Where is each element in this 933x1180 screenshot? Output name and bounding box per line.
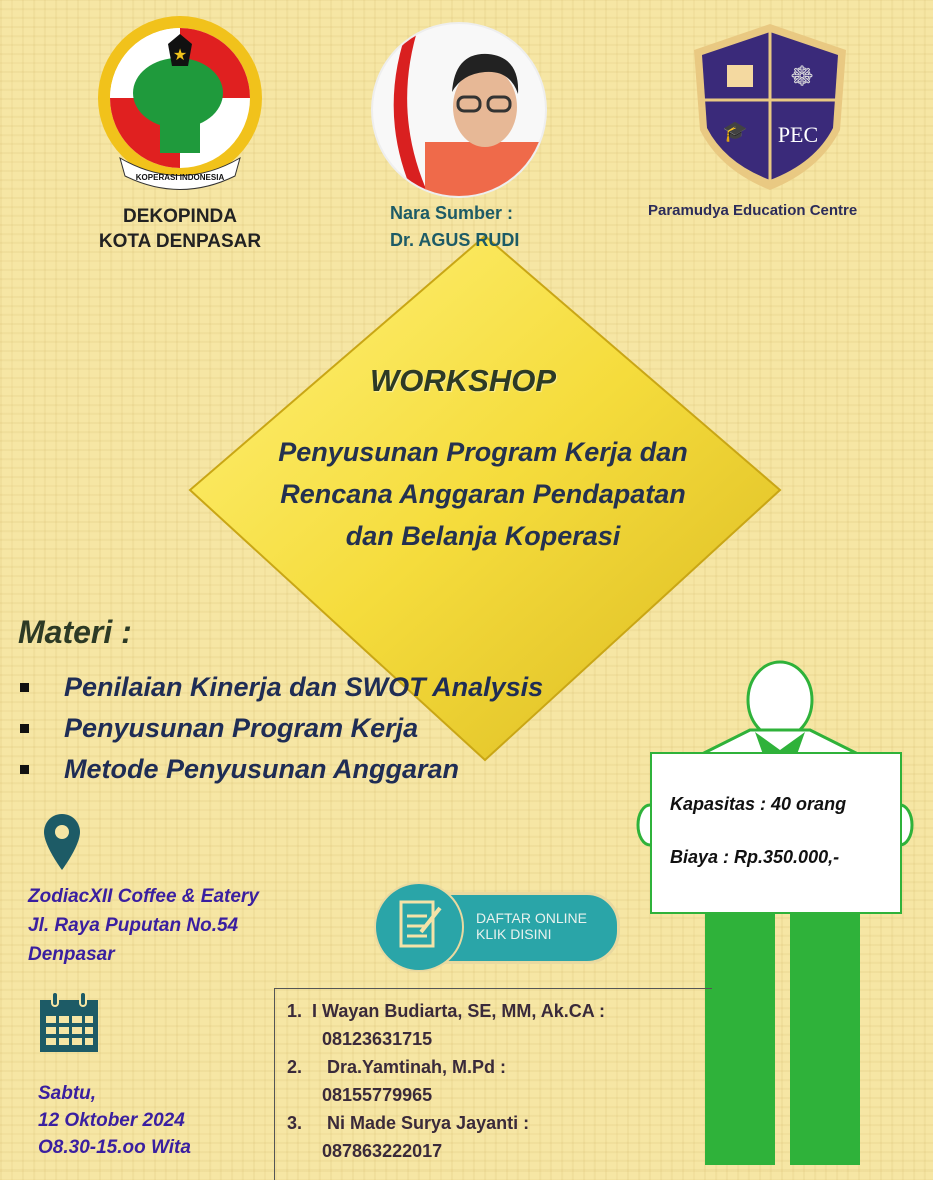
speaker-name: Dr. AGUS RUDI [390, 230, 520, 250]
location-pin-icon [42, 812, 82, 872]
workshop-title: WORKSHOP [370, 363, 556, 398]
list-item: Penyusunan Program Kerja [20, 713, 543, 754]
register-line1: DAFTAR ONLINE [476, 910, 587, 926]
subtitle-line: Penyusunan Program Kerja dan [278, 437, 688, 467]
contact-row: 087863222017 [287, 1141, 443, 1161]
svg-text:PEC: PEC [777, 122, 819, 147]
document-edit-icon [374, 882, 464, 972]
fee-text: Biaya : Rp.350.000,- [670, 847, 840, 867]
contact-row: 1. I Wayan Budiarta, SE, MM, Ak.CA : [287, 1001, 606, 1021]
contact-list [274, 988, 712, 1180]
materi-heading: Materi : [18, 614, 132, 650]
workshop-subtitle [183, 431, 783, 557]
svg-text:KOPERASI INDONESIA: KOPERASI INDONESIA [135, 173, 225, 182]
register-online-button[interactable] [374, 882, 618, 970]
calendar-icon [38, 992, 100, 1054]
contact-row: 08155779965 [287, 1085, 433, 1105]
list-item: Metode Penyusunan Anggaran [20, 754, 543, 795]
svg-text:★: ★ [172, 47, 188, 64]
dekopinda-logo [90, 8, 270, 198]
svg-text:🎓: 🎓 [722, 121, 748, 143]
speaker-photo [370, 22, 548, 198]
capacity-text: Kapasitas : 40 orang [670, 794, 847, 814]
list-item: Penilaian Kinerja dan SWOT Analysis [20, 672, 543, 713]
org-left-line2: KOTA DENPASAR [98, 231, 262, 252]
svg-text:☸: ☸ [790, 61, 814, 91]
pec-shield-logo [690, 20, 850, 192]
contact-row: 08123631715 [287, 1029, 433, 1049]
contact-row: 2. Dra.Yamtinah, M.Pd : [287, 1057, 507, 1077]
subtitle-line: dan Belanja Koperasi [345, 521, 621, 551]
org-right-name: Paramudya Education Centre [648, 202, 858, 219]
register-line2: KLIK DISINI [476, 926, 552, 942]
materi-list [20, 672, 543, 795]
contact-row: 3. Ni Made Surya Jayanti : [287, 1113, 530, 1133]
org-left-line1: DEKOPINDA [122, 206, 237, 227]
speaker-label: Nara Sumber : [390, 203, 514, 223]
location-text: ZodiacXII Coffee & Eatery Jl. Raya Puputan No.54 Denpasar [28, 886, 259, 965]
subtitle-line: Rencana Anggaran Pendapatan [280, 479, 686, 509]
info-sign [650, 752, 902, 914]
schedule-text: Sabtu, 12 Oktober 2024 O8.30-15.oo Wita [38, 1083, 191, 1158]
